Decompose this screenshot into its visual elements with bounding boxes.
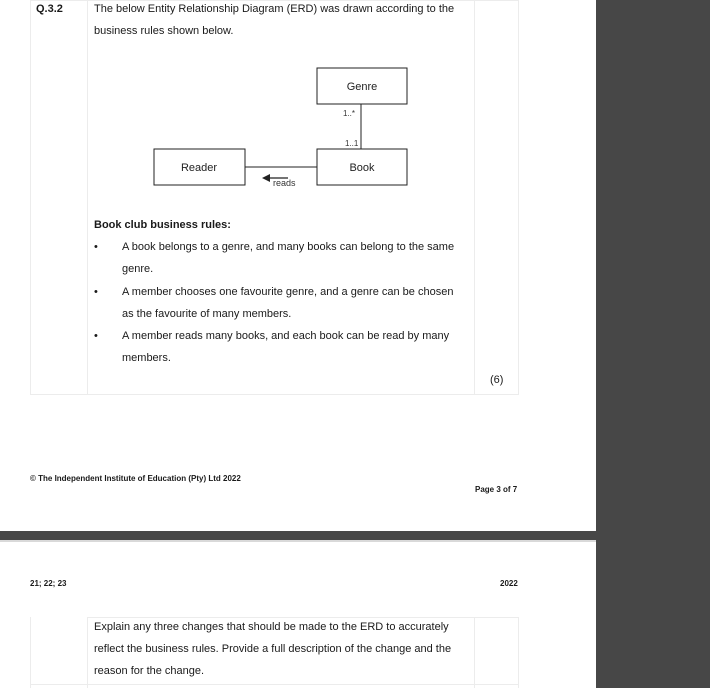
table-bottom-border (30, 394, 519, 395)
rules-title: Book club business rules: (94, 219, 231, 231)
book-entity-label: Book (349, 162, 375, 174)
next-page-header-left: 21; 22; 23 (30, 579, 67, 588)
rule-text: A member chooses one favourite genre, and a genre can be chosen as the favourite of many members. (122, 286, 454, 320)
book-entity (317, 149, 407, 185)
multiplicity-genre-end: 1..* (343, 109, 356, 118)
table2-left-border (30, 617, 31, 688)
rule-text: A book belongs to a genre, and many books can belong to the same genre. (122, 241, 455, 275)
page-break-shadow (0, 540, 596, 542)
multiplicity-book-end: 1..1 (345, 139, 359, 148)
page-number: Page 3 of 7 (475, 485, 518, 494)
table2-bottom-border (30, 684, 519, 685)
reader-entity (154, 149, 245, 185)
bullet-icon: • (94, 286, 98, 298)
reader-entity-label: Reader (180, 162, 218, 174)
page-break (0, 531, 596, 540)
question-number: Q.3.2 (36, 3, 63, 15)
bullet-icon: • (94, 330, 98, 342)
table2-col-divider-2 (474, 617, 475, 688)
bullet-icon: • (94, 241, 98, 253)
erd-diagram (0, 60, 596, 260)
table2-col-divider-1 (87, 617, 88, 688)
genre-entity (317, 68, 407, 104)
marks-allocation: (6) (490, 374, 504, 386)
question-intro: The below Entity Relationship Diagram (ERD) was drawn according to the business rules shown below. (94, 3, 455, 37)
table2-right-border (518, 617, 519, 688)
next-page-question-text: Explain any three changes that should be made to the ERD to accurately reflect the business rules. Provide a full description of the change and the reason for the change. (94, 621, 452, 677)
copyright-footer: © The Independent Institute of Education (Pty) Ltd 2022 (30, 474, 241, 483)
relationship-label-reads: reads (273, 178, 296, 188)
rule-text: A member reads many books, and each book can be read by many members. (122, 330, 450, 364)
next-page-header-right: 2022 (500, 579, 518, 588)
genre-entity-label: Genre (346, 81, 378, 93)
viewer-side-panel (596, 0, 710, 688)
